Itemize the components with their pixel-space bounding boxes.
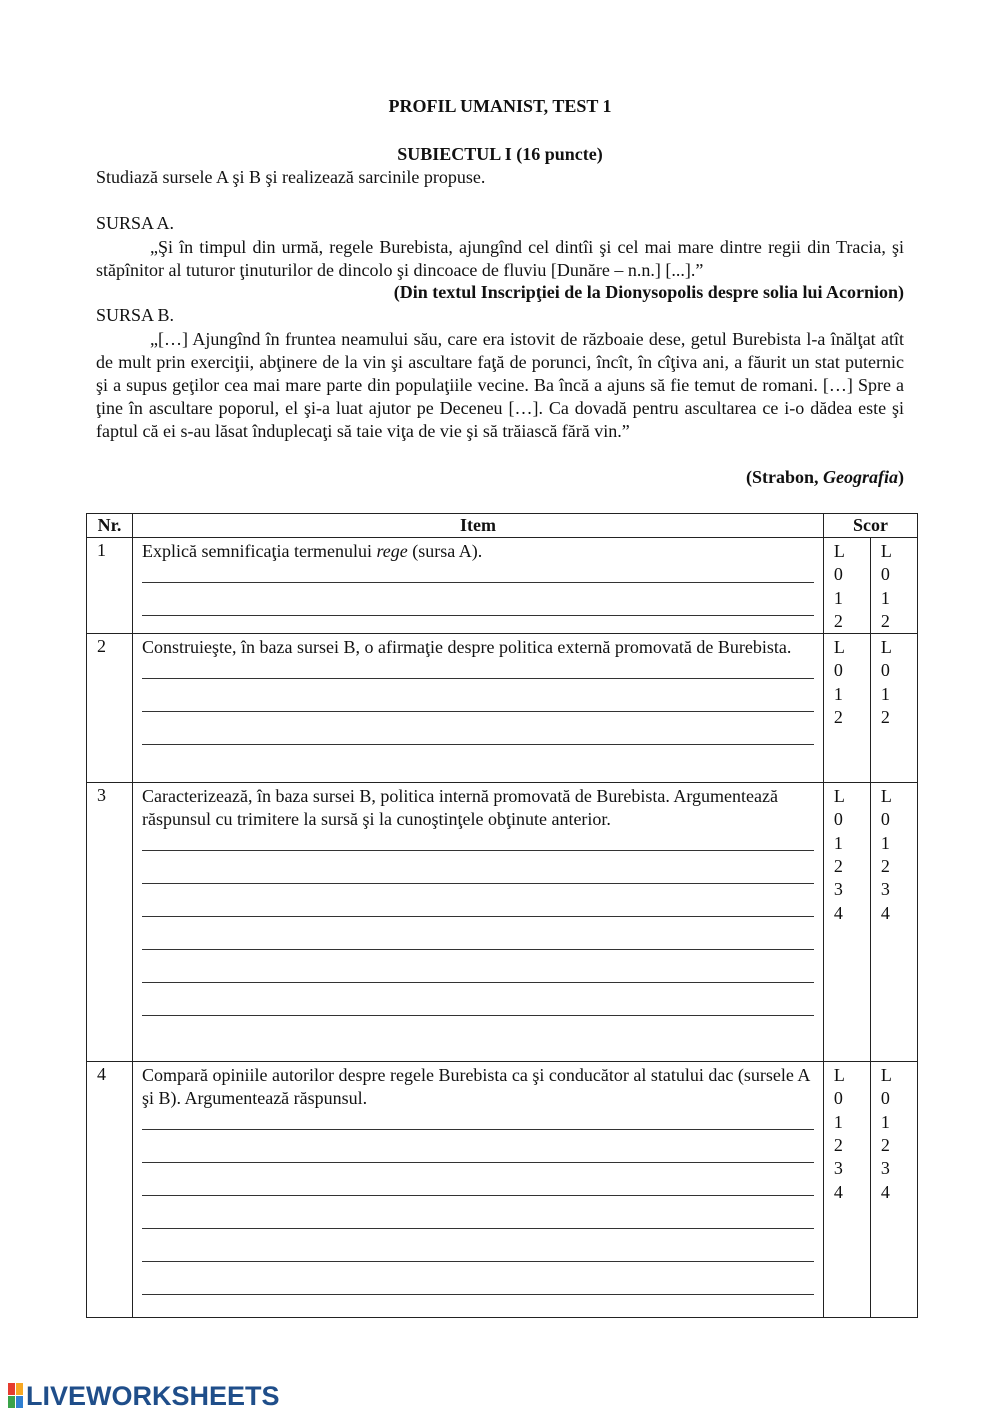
section-subtitle: SUBIECTUL I (16 puncte): [397, 144, 603, 164]
liveworksheets-logo[interactable]: [8, 1381, 280, 1411]
score-level[interactable]: 1: [880, 1111, 890, 1132]
row-number: 1: [87, 538, 133, 634]
score-level[interactable]: L: [833, 541, 845, 561]
answer-line[interactable]: [142, 1262, 814, 1295]
score-level[interactable]: L: [880, 637, 892, 658]
answer-line[interactable]: [142, 563, 814, 583]
table-header-row: [87, 514, 918, 538]
source-a-text: „Şi în timpul din urmă, regele Burebista, ajungînd cel dintîi şi cel mai mare dintre regii din Tracia, şi stăpînitor al tuturor ţinuturilor de dincolo şi dincoace de fluviu [Dunăre – n.n.] [...].”: [96, 237, 904, 280]
score-level[interactable]: 0: [833, 660, 843, 681]
item-cell: [133, 634, 824, 783]
score-level[interactable]: 4: [833, 1181, 843, 1202]
citation-title: Geografia: [823, 467, 898, 487]
source-b-text: „[…] Ajungînd în fruntea neamului său, care era istovit de războaie dese, getul Burebista l-a înălţat atît de mult prin exerciţii, abţinere de la vin şi ascultare faţă de porunci, încît, în cîţiva ani, a făurit un stat puternic şi a supus geţilor cea mai mare parte din populaţiile vecine. Ba încă a ajuns să fie temut de romani. […] Spre a ţine în ascultare poporul, el şi-a luat ajutor pe Deceneu […]. Ca dovadă pentru ascultarea ce i-o dădea este şi faptul că ei s-au lăsat înduplecaţi să taie viţa de vie şi să trăiască fără vin.”: [96, 329, 904, 441]
table-row: [87, 634, 918, 783]
score-level[interactable]: 3: [880, 1158, 890, 1179]
row-number: 2: [87, 634, 133, 783]
questions-table: [86, 513, 918, 1318]
answer-line[interactable]: [142, 583, 814, 616]
score-level[interactable]: 0: [880, 809, 890, 830]
score-level[interactable]: 2: [833, 1135, 843, 1156]
answer-line[interactable]: [142, 1110, 814, 1130]
score-level[interactable]: L: [833, 637, 845, 658]
score-column-left: [823, 538, 870, 634]
score-level[interactable]: L: [833, 1065, 845, 1086]
header-item: Item: [133, 514, 824, 538]
score-level[interactable]: 2: [833, 856, 843, 877]
logo-block: [8, 1383, 15, 1395]
question-text-part: (sursa A).: [407, 541, 483, 561]
score-column-right: [870, 538, 917, 634]
score-level[interactable]: 3: [833, 1158, 843, 1179]
score-column-left: [823, 783, 870, 1062]
answer-line[interactable]: [142, 1163, 814, 1196]
answer-line[interactable]: [142, 1196, 814, 1229]
logo-blocks-icon: [8, 1383, 24, 1409]
brand-name: LIVEWORKSHEETS: [26, 1380, 280, 1411]
page-title: PROFIL UMANIST, TEST 1: [388, 96, 612, 116]
table-row: [87, 538, 918, 634]
score-column-right: [870, 634, 917, 783]
score-level[interactable]: 2: [880, 610, 890, 631]
table-row: [87, 783, 918, 1062]
score-level[interactable]: 2: [880, 1135, 890, 1156]
score-level[interactable]: 0: [880, 1088, 890, 1109]
score-column-left: [823, 1062, 870, 1318]
score-column-left: [823, 634, 870, 783]
score-column-right: [870, 783, 917, 1062]
citation-prefix: (Strabon,: [745, 467, 823, 487]
citation-suffix: ): [898, 467, 904, 487]
table-row: [87, 1062, 918, 1318]
question-text: Caracterizează, în baza sursei B, politica internă promovată de Burebista. Argumentează răspunsul cu trimitere la sursă şi la cunoştinţele obţinute anterior.: [142, 786, 778, 830]
score-level[interactable]: 4: [880, 1181, 890, 1202]
score-level[interactable]: 2: [880, 856, 890, 877]
score-level[interactable]: L: [880, 541, 892, 561]
answer-line[interactable]: [142, 1130, 814, 1163]
item-cell: [133, 783, 824, 1062]
source-a-citation: (Din textul Inscripţiei de la Dionysopolis despre solia lui Acornion): [393, 282, 904, 302]
score-level[interactable]: 4: [880, 902, 890, 923]
score-level[interactable]: 2: [880, 707, 890, 728]
question-text-part: Explică semnificaţia termenului: [142, 541, 377, 561]
logo-block: [16, 1396, 23, 1408]
instruction-text: Studiază sursele A şi B şi realizează sarcinile propuse.: [96, 167, 486, 187]
score-level[interactable]: 1: [833, 832, 843, 853]
item-cell: [133, 538, 824, 634]
item-cell: [133, 1062, 824, 1318]
answer-line[interactable]: [142, 659, 814, 679]
score-level[interactable]: 0: [833, 564, 843, 585]
score-level[interactable]: 3: [880, 879, 890, 900]
logo-block: [16, 1383, 23, 1395]
score-level[interactable]: 1: [880, 587, 890, 608]
answer-line[interactable]: [142, 712, 814, 745]
answer-line[interactable]: [142, 950, 814, 983]
score-level[interactable]: 4: [833, 902, 843, 923]
answer-line[interactable]: [142, 679, 814, 712]
score-level[interactable]: 3: [833, 879, 843, 900]
answer-line[interactable]: [142, 917, 814, 950]
score-level[interactable]: 1: [833, 683, 843, 704]
score-level[interactable]: 1: [880, 832, 890, 853]
answer-line[interactable]: [142, 831, 814, 851]
score-level[interactable]: 1: [833, 1111, 843, 1132]
score-level[interactable]: L: [880, 786, 892, 807]
score-column-right: [870, 1062, 917, 1318]
question-term: rege: [376, 541, 408, 561]
row-number: 4: [87, 1062, 133, 1318]
score-level[interactable]: 0: [880, 564, 890, 585]
source-b-label: SURSA B.: [96, 305, 175, 325]
answer-line[interactable]: [142, 1229, 814, 1262]
score-level[interactable]: L: [833, 786, 845, 807]
logo-block: [8, 1396, 15, 1408]
source-a-label: SURSA A.: [96, 213, 175, 233]
score-level[interactable]: 1: [880, 683, 890, 704]
header-score: Scor: [823, 514, 917, 538]
question-text: Compară opiniile autorilor despre regele Burebista ca şi conducător al statului dac (sursele A şi B). Argumentează răspunsul.: [142, 1065, 810, 1109]
score-level[interactable]: 1: [833, 587, 843, 608]
source-b-citation: [746, 467, 904, 488]
row-number: 3: [87, 783, 133, 1062]
score-level[interactable]: 0: [833, 1088, 843, 1109]
answer-line[interactable]: [142, 983, 814, 1016]
question-text: Construieşte, în baza sursei B, o afirmaţie despre politica externă promovată de Burebista.: [142, 637, 792, 658]
score-level[interactable]: 2: [833, 610, 843, 631]
score-level[interactable]: 0: [833, 809, 843, 830]
header-nr: Nr.: [87, 514, 133, 538]
score-level[interactable]: L: [880, 1065, 892, 1086]
answer-line[interactable]: [142, 884, 814, 917]
score-level[interactable]: 2: [833, 707, 843, 728]
question-text: [142, 540, 814, 563]
answer-line[interactable]: [142, 851, 814, 884]
score-level[interactable]: 0: [880, 660, 890, 681]
